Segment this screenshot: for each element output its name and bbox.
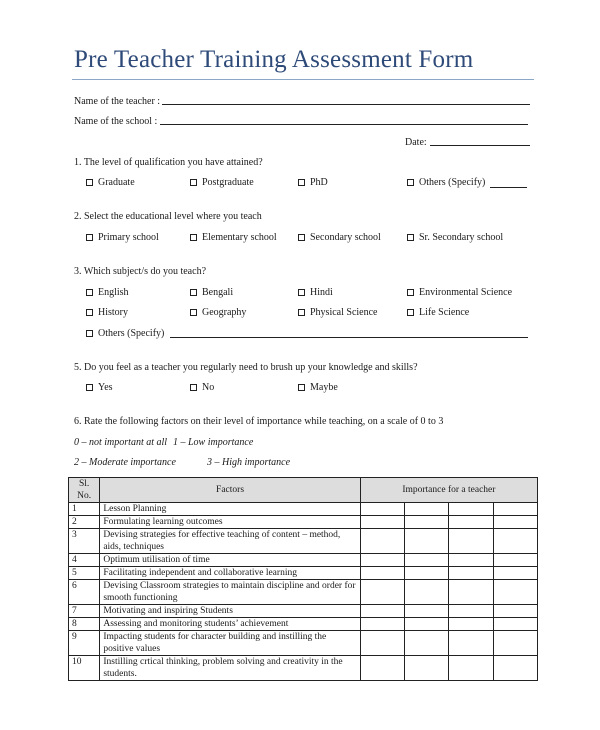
question-5: 5. Do you feel as a teacher you regularly need to brush up your knowledge and skills?	[74, 362, 418, 373]
checkbox[interactable]	[298, 234, 305, 241]
importance-cell[interactable]	[405, 567, 449, 580]
importance-cell[interactable]	[360, 503, 404, 516]
row-factor: Impacting students for character building and instilling the positive values	[100, 631, 360, 656]
row-factor: Facilitating independent and collaborative learning	[100, 567, 360, 580]
row-factor: Formulating learning outcomes	[100, 516, 360, 529]
q5-option-yes[interactable]: Yes	[86, 382, 113, 393]
importance-cell[interactable]	[405, 580, 449, 605]
importance-cell[interactable]	[449, 618, 493, 631]
row-sl-no: 7	[69, 605, 100, 618]
q3-option-english[interactable]: English	[86, 287, 129, 298]
row-factor: Assessing and monitoring students’ achievement	[100, 618, 360, 631]
teacher-name-field[interactable]	[162, 104, 530, 105]
importance-cell[interactable]	[449, 567, 493, 580]
checkbox[interactable]	[407, 234, 414, 241]
checkbox[interactable]	[190, 309, 197, 316]
table-body	[69, 503, 538, 681]
checkbox[interactable]	[298, 384, 305, 391]
page-title: Pre Teacher Training Assessment Form	[74, 46, 474, 73]
table-row	[69, 580, 538, 605]
checkbox[interactable]	[86, 289, 93, 296]
q3-option-bengali[interactable]: Bengali	[190, 287, 233, 298]
row-sl-no: 1	[69, 503, 100, 516]
q3-option-life-science[interactable]: Life Science	[407, 307, 469, 318]
q2-option-secondary[interactable]: Secondary school	[298, 232, 381, 243]
scale-1-label: 1 – Low importance	[173, 437, 254, 448]
importance-cell[interactable]	[449, 503, 493, 516]
row-factor: Optimum utilisation of time	[100, 554, 360, 567]
header-factors: Factors	[100, 478, 360, 503]
q3-option-physical-science[interactable]: Physical Science	[298, 307, 377, 318]
table-row	[69, 529, 538, 554]
row-sl-no: 2	[69, 516, 100, 529]
checkbox[interactable]	[190, 289, 197, 296]
importance-cell[interactable]	[360, 631, 404, 656]
checkbox[interactable]	[190, 179, 197, 186]
q2-option-primary[interactable]: Primary school	[86, 232, 159, 243]
importance-cell[interactable]	[360, 580, 404, 605]
teacher-name-label: Name of the teacher :	[74, 96, 161, 107]
importance-cell[interactable]	[449, 605, 493, 618]
table-header-row	[69, 478, 538, 503]
question-2: 2. Select the educational level where you teach	[74, 211, 262, 222]
importance-cell[interactable]	[360, 618, 404, 631]
q1-option-postgraduate[interactable]: Postgraduate	[190, 177, 254, 188]
row-sl-no: 8	[69, 618, 100, 631]
importance-cell[interactable]	[449, 516, 493, 529]
importance-cell[interactable]	[493, 618, 537, 631]
importance-cell[interactable]	[493, 516, 537, 529]
q2-option-sr-secondary[interactable]: Sr. Secondary school	[407, 232, 503, 243]
importance-cell[interactable]	[360, 516, 404, 529]
importance-cell[interactable]	[405, 656, 449, 681]
date-field[interactable]	[430, 145, 530, 146]
importance-cell[interactable]	[360, 529, 404, 554]
table-row	[69, 554, 538, 567]
importance-cell[interactable]	[493, 631, 537, 656]
importance-cell[interactable]	[449, 554, 493, 567]
checkbox[interactable]	[86, 309, 93, 316]
table-row	[69, 656, 538, 681]
scale-0-label: 0 – not important at all	[74, 437, 168, 448]
table-row	[69, 605, 538, 618]
importance-cell[interactable]	[449, 656, 493, 681]
q1-option-phd[interactable]: PhD	[298, 177, 328, 188]
importance-cell[interactable]	[493, 580, 537, 605]
importance-cell[interactable]	[405, 554, 449, 567]
row-factor: Instilling crtical thinking, problem solving and creativity in the students.	[100, 656, 360, 681]
row-sl-no: 5	[69, 567, 100, 580]
q1-option-graduate[interactable]: Graduate	[86, 177, 135, 188]
importance-cell[interactable]	[493, 503, 537, 516]
importance-cell[interactable]	[493, 554, 537, 567]
importance-cell[interactable]	[493, 656, 537, 681]
importance-cell[interactable]	[405, 618, 449, 631]
row-sl-no: 9	[69, 631, 100, 656]
importance-cell[interactable]	[493, 529, 537, 554]
checkbox[interactable]	[190, 234, 197, 241]
row-factor: Devising strategies for effective teaching of content – method, aids, techniques	[100, 529, 360, 554]
row-sl-no: 10	[69, 656, 100, 681]
table-row	[69, 503, 538, 516]
checkbox[interactable]	[86, 330, 93, 337]
importance-cell[interactable]	[360, 567, 404, 580]
table-row	[69, 631, 538, 656]
importance-cell[interactable]	[405, 605, 449, 618]
scale-3-label: 3 – High importance	[207, 457, 291, 468]
importance-cell[interactable]	[493, 567, 537, 580]
school-name-label: Name of the school :	[74, 116, 158, 127]
importance-cell[interactable]	[360, 656, 404, 681]
others-specify-field[interactable]	[490, 178, 527, 188]
checkbox[interactable]	[86, 234, 93, 241]
header-importance: Importance for a teacher	[360, 478, 537, 503]
q3-option-history[interactable]: History	[86, 307, 128, 318]
factors-table	[68, 477, 538, 681]
scale-2-label: 2 – Moderate importance	[74, 457, 176, 468]
checkbox[interactable]	[86, 384, 93, 391]
importance-cell[interactable]	[449, 580, 493, 605]
checkbox[interactable]	[407, 289, 414, 296]
checkbox[interactable]	[190, 384, 197, 391]
table-row	[69, 618, 538, 631]
importance-cell[interactable]	[360, 605, 404, 618]
importance-cell[interactable]	[449, 631, 493, 656]
q5-option-no[interactable]: No	[190, 382, 214, 393]
school-name-field[interactable]	[160, 124, 528, 125]
row-sl-no: 3	[69, 529, 100, 554]
row-sl-no: 4	[69, 554, 100, 567]
title-divider	[72, 79, 534, 80]
checkbox[interactable]	[86, 179, 93, 186]
checkbox[interactable]	[407, 309, 414, 316]
q3-option-hindi[interactable]: Hindi	[298, 287, 333, 298]
importance-cell[interactable]	[405, 503, 449, 516]
q3-option-others[interactable]: Others (Specify)	[86, 328, 164, 339]
q2-option-elementary[interactable]: Elementary school	[190, 232, 277, 243]
q5-option-maybe[interactable]: Maybe	[298, 382, 338, 393]
header-sl-no: Sl. No.	[69, 478, 100, 503]
table-row	[69, 516, 538, 529]
importance-cell[interactable]	[360, 554, 404, 567]
question-6: 6. Rate the following factors on their level of importance while teaching, on a scale of 0 to 3	[74, 416, 444, 427]
date-label: Date:	[405, 137, 427, 148]
importance-cell[interactable]	[405, 529, 449, 554]
q3-option-geography[interactable]: Geography	[190, 307, 246, 318]
importance-cell[interactable]	[405, 516, 449, 529]
row-factor: Lesson Planning	[100, 503, 360, 516]
row-factor: Motivating and inspiring Students	[100, 605, 360, 618]
table-row	[69, 567, 538, 580]
checkbox[interactable]	[298, 289, 305, 296]
q3-option-env-science[interactable]: Environmental Science	[407, 287, 512, 298]
checkbox[interactable]	[298, 309, 305, 316]
q1-option-others[interactable]: Others (Specify)	[407, 177, 527, 188]
checkbox[interactable]	[298, 179, 305, 186]
question-1: 1. The level of qualification you have attained?	[74, 157, 263, 168]
row-sl-no: 6	[69, 580, 100, 605]
checkbox[interactable]	[407, 179, 414, 186]
row-factor: Devising Classroom strategies to maintain discipline and order for smooth functioning	[100, 580, 360, 605]
importance-cell[interactable]	[449, 529, 493, 554]
importance-cell[interactable]	[405, 631, 449, 656]
question-3: 3. Which subject/s do you teach?	[74, 266, 207, 277]
importance-cell[interactable]	[493, 605, 537, 618]
q3-others-specify-field[interactable]	[170, 337, 528, 338]
